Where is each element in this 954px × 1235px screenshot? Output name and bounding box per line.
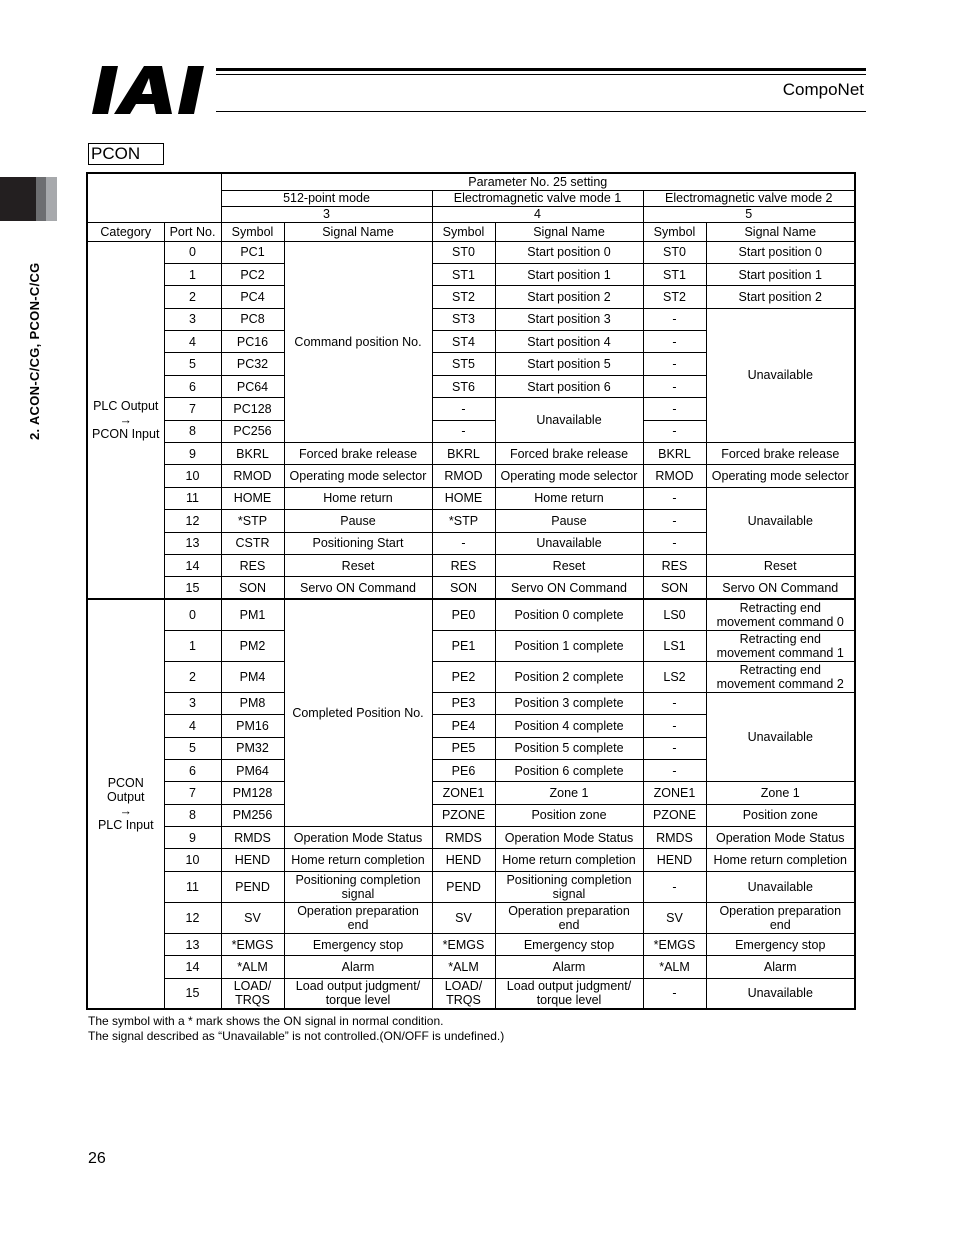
port-cell: 14 <box>164 554 221 576</box>
port-cell: 0 <box>164 599 221 630</box>
signal-name-cell: Zone 1 <box>706 782 855 804</box>
category-cell <box>87 599 164 1009</box>
table-row <box>87 871 855 902</box>
signal-name-cell: Home return completion <box>495 849 643 871</box>
symbol-cell: PM4 <box>221 661 284 692</box>
symbol-cell: *EMGS <box>432 933 495 955</box>
cell-line: end <box>769 917 791 932</box>
port-cell: 8 <box>164 420 221 442</box>
symbol-cell: PM64 <box>221 759 284 781</box>
signal-name-cell <box>495 978 643 1009</box>
symbol-cell: CSTR <box>221 532 284 554</box>
port-cell: 15 <box>164 978 221 1009</box>
symbol-cell: PE5 <box>432 737 495 759</box>
table-row <box>87 692 855 714</box>
symbol-cell: ST0 <box>432 241 495 263</box>
cell-line: signal <box>552 886 586 901</box>
signal-name-cell: Operating mode selector <box>495 465 643 487</box>
symbol-cell: ZONE1 <box>432 782 495 804</box>
signal-name-cell: Start position 3 <box>495 308 643 330</box>
column-header: Category <box>87 222 164 241</box>
symbol-cell: RES <box>432 554 495 576</box>
table-row <box>87 308 855 330</box>
table-notes <box>88 1014 504 1044</box>
symbol-cell: RMOD <box>432 465 495 487</box>
port-cell: 5 <box>164 353 221 375</box>
symbol-cell: - <box>643 737 706 759</box>
chapter-side-label: 2. ACON-C/CG, PCON-C/CG <box>27 262 42 440</box>
symbol-cell: RES <box>643 554 706 576</box>
signal-name-cell: Reset <box>706 554 855 576</box>
cell-line: Load output judgment/ <box>295 979 421 994</box>
cell-line: movement command 2 <box>716 676 844 691</box>
symbol-cell: RMDS <box>221 827 284 849</box>
symbol-cell: - <box>643 532 706 554</box>
header-rule-bottom <box>216 111 866 112</box>
symbol-cell <box>221 978 284 1009</box>
port-cell: 11 <box>164 871 221 902</box>
table-row <box>87 849 855 871</box>
iai-logo <box>92 66 212 114</box>
port-cell: 1 <box>164 263 221 285</box>
symbol-cell: ZONE1 <box>643 782 706 804</box>
symbol-cell: PEND <box>432 871 495 902</box>
port-cell: 4 <box>164 715 221 737</box>
symbol-cell: PE3 <box>432 692 495 714</box>
symbol-cell: RES <box>221 554 284 576</box>
port-cell: 4 <box>164 331 221 353</box>
port-cell: 1 <box>164 630 221 661</box>
symbol-cell: PC8 <box>221 308 284 330</box>
symbol-cell: LS0 <box>643 599 706 630</box>
symbol-cell: RMDS <box>643 827 706 849</box>
table-row <box>87 782 855 804</box>
symbol-cell: PC256 <box>221 420 284 442</box>
note-line: The symbol with a * mark shows the ON signal in normal condition. <box>88 1014 444 1028</box>
signal-name-cell: Operation Mode Status <box>284 827 432 849</box>
symbol-cell: - <box>643 308 706 330</box>
cell-line: end <box>347 917 369 932</box>
cell-line: Operation preparation <box>719 903 842 918</box>
symbol-cell: PE4 <box>432 715 495 737</box>
symbol-cell: - <box>432 420 495 442</box>
signal-name-cell: Pause <box>495 510 643 532</box>
chapter-tab <box>0 177 36 221</box>
signal-name-cell: Start position 5 <box>495 353 643 375</box>
symbol-cell: PZONE <box>432 804 495 826</box>
symbol-cell: - <box>643 871 706 902</box>
symbol-cell: PEND <box>221 871 284 902</box>
symbol-cell: PE0 <box>432 599 495 630</box>
signal-name-cell <box>284 978 432 1009</box>
chapter-tab-shade-light <box>46 177 57 221</box>
signal-name-cell: Position 3 complete <box>495 692 643 714</box>
mode-number: 3 <box>221 206 432 222</box>
table-row <box>87 465 855 487</box>
signal-name-cell <box>706 902 855 933</box>
symbol-cell: PE2 <box>432 661 495 692</box>
symbol-cell: - <box>643 510 706 532</box>
cell-line: torque level <box>536 993 602 1008</box>
cell-line: LOAD/ <box>444 979 483 994</box>
symbol-cell: *ALM <box>643 956 706 978</box>
table-row <box>87 902 855 933</box>
table-row <box>87 933 855 955</box>
symbol-cell: ST2 <box>432 286 495 308</box>
signal-name-cell: Position 4 complete <box>495 715 643 737</box>
header-rule-thick <box>216 68 866 71</box>
symbol-cell: ST5 <box>432 353 495 375</box>
port-cell: 8 <box>164 804 221 826</box>
symbol-cell: PM32 <box>221 737 284 759</box>
cell-line: LOAD/ <box>233 979 272 994</box>
cell-line: Retracting end <box>739 631 821 646</box>
header-blank-cell <box>87 173 221 222</box>
symbol-cell: - <box>432 398 495 420</box>
port-cell: 3 <box>164 308 221 330</box>
port-cell: 6 <box>164 759 221 781</box>
symbol-cell: PC4 <box>221 286 284 308</box>
signal-name-cell: Operation Mode Status <box>495 827 643 849</box>
chapter-tab-shade <box>36 177 46 221</box>
symbol-cell: PM256 <box>221 804 284 826</box>
signal-name-cell: Start position 6 <box>495 375 643 397</box>
cell-line: torque level <box>325 993 391 1008</box>
symbol-cell: PZONE <box>643 804 706 826</box>
symbol-cell: *ALM <box>221 956 284 978</box>
symbol-cell: SON <box>643 577 706 599</box>
symbol-cell: RMOD <box>221 465 284 487</box>
symbol-cell: PM16 <box>221 715 284 737</box>
signal-name-cell: Start position 0 <box>495 241 643 263</box>
symbol-cell: *EMGS <box>221 933 284 955</box>
symbol-cell: HEND <box>221 849 284 871</box>
signal-name-cell: Emergency stop <box>284 933 432 955</box>
cell-line: Load output judgment/ <box>506 979 632 994</box>
symbol-cell: PE6 <box>432 759 495 781</box>
port-cell: 9 <box>164 827 221 849</box>
column-header: Symbol <box>221 222 284 241</box>
symbol-cell: PM8 <box>221 692 284 714</box>
signal-name-cell: Forced brake release <box>706 443 855 465</box>
symbol-cell: BKRL <box>221 443 284 465</box>
signal-name-cell: Position 1 complete <box>495 630 643 661</box>
symbol-cell: ST3 <box>432 308 495 330</box>
mode-name: Electromagnetic valve mode 2 <box>643 190 855 206</box>
table-row <box>87 443 855 465</box>
symbol-cell: PM128 <box>221 782 284 804</box>
symbol-cell: - <box>643 353 706 375</box>
signal-name-cell <box>495 871 643 902</box>
table-row <box>87 222 855 241</box>
cell-line: Operation preparation <box>297 903 419 918</box>
cell-line: movement command 1 <box>716 645 844 660</box>
symbol-cell: *ALM <box>432 956 495 978</box>
signal-name-cell: Home return <box>495 487 643 509</box>
section-title: CompoNet <box>782 80 864 99</box>
symbol-cell: PE1 <box>432 630 495 661</box>
signal-name-cell: Start position 1 <box>706 263 855 285</box>
port-cell: 6 <box>164 375 221 397</box>
symbol-cell: LS2 <box>643 661 706 692</box>
signal-name-cell: Forced brake release <box>284 443 432 465</box>
signal-name-cell: Unavailable <box>706 978 855 1009</box>
signal-name-cell: Position zone <box>706 804 855 826</box>
signal-name-cell: Unavailable <box>706 487 855 554</box>
signal-name-cell <box>706 599 855 630</box>
symbol-cell: - <box>432 532 495 554</box>
symbol-cell: HOME <box>432 487 495 509</box>
signal-name-cell: Alarm <box>706 956 855 978</box>
signal-name-cell: Unavailable <box>495 398 643 443</box>
signal-name-cell: Positioning Start <box>284 532 432 554</box>
symbol-cell: PC64 <box>221 375 284 397</box>
port-cell: 2 <box>164 661 221 692</box>
signal-name-cell: Start position 1 <box>495 263 643 285</box>
signal-name-cell: Unavailable <box>706 871 855 902</box>
column-header: Signal Name <box>495 222 643 241</box>
symbol-cell: - <box>643 375 706 397</box>
symbol-cell <box>432 978 495 1009</box>
mode-name: Electromagnetic valve mode 1 <box>432 190 643 206</box>
signal-name-cell: Servo ON Command <box>495 577 643 599</box>
symbol-cell: HEND <box>432 849 495 871</box>
table-row <box>87 173 855 190</box>
table-row <box>87 487 855 509</box>
cell-line: movement command 0 <box>716 615 844 629</box>
signal-name-cell: Completed Position No. <box>284 599 432 826</box>
signal-name-cell: Servo ON Command <box>706 577 855 599</box>
table-row <box>87 599 855 630</box>
table-row <box>87 577 855 599</box>
signal-name-cell <box>495 902 643 933</box>
symbol-cell: LS1 <box>643 630 706 661</box>
port-cell: 9 <box>164 443 221 465</box>
signal-name-cell: Unavailable <box>706 692 855 782</box>
mode-number: 4 <box>432 206 643 222</box>
symbol-cell: - <box>643 487 706 509</box>
symbol-cell: PC2 <box>221 263 284 285</box>
signal-name-cell: Alarm <box>284 956 432 978</box>
symbol-cell: ST1 <box>643 263 706 285</box>
symbol-cell: HOME <box>221 487 284 509</box>
cell-line: TRQS <box>235 993 270 1008</box>
port-cell: 12 <box>164 902 221 933</box>
table-row <box>87 956 855 978</box>
signal-name-cell: Reset <box>495 554 643 576</box>
signal-name-cell: Operating mode selector <box>706 465 855 487</box>
page-number: 26 <box>88 1150 106 1167</box>
symbol-cell: *STP <box>432 510 495 532</box>
signal-name-cell <box>706 661 855 692</box>
signal-name-cell: Emergency stop <box>706 933 855 955</box>
table-row <box>87 978 855 1009</box>
signal-assignment-table <box>86 172 856 1010</box>
signal-name-cell <box>284 871 432 902</box>
signal-name-cell: Position 0 complete <box>495 599 643 630</box>
symbol-cell: BKRL <box>643 443 706 465</box>
cell-line: PCON Output <box>106 776 145 805</box>
port-cell: 13 <box>164 933 221 955</box>
symbol-cell: *STP <box>221 510 284 532</box>
symbol-cell: - <box>643 420 706 442</box>
column-header: Symbol <box>432 222 495 241</box>
port-cell: 2 <box>164 286 221 308</box>
signal-name-cell: Zone 1 <box>495 782 643 804</box>
symbol-cell: BKRL <box>432 443 495 465</box>
signal-name-cell: Start position 2 <box>495 286 643 308</box>
symbol-cell: SON <box>432 577 495 599</box>
cell-line: PCON Input <box>92 426 160 441</box>
column-header: Signal Name <box>284 222 432 241</box>
symbol-cell: ST6 <box>432 375 495 397</box>
signal-name-cell <box>706 630 855 661</box>
signal-name-cell: Reset <box>284 554 432 576</box>
cell-line: Retracting end <box>739 601 821 615</box>
cell-line: TRQS <box>446 993 481 1008</box>
signal-name-cell: Pause <box>284 510 432 532</box>
cell-line: signal <box>341 886 375 901</box>
signal-name-cell: Position 5 complete <box>495 737 643 759</box>
symbol-cell: ST0 <box>643 241 706 263</box>
port-cell: 15 <box>164 577 221 599</box>
port-cell: 10 <box>164 849 221 871</box>
cell-line: Operation preparation <box>508 903 630 918</box>
signal-name-cell: Position 2 complete <box>495 661 643 692</box>
cell-line: → <box>119 412 132 427</box>
symbol-cell: ST2 <box>643 286 706 308</box>
symbol-cell: - <box>643 715 706 737</box>
symbol-cell: - <box>643 978 706 1009</box>
signal-name-cell: Position zone <box>495 804 643 826</box>
port-cell: 14 <box>164 956 221 978</box>
column-header: Symbol <box>643 222 706 241</box>
signal-name-cell: Operation Mode Status <box>706 827 855 849</box>
port-cell: 11 <box>164 487 221 509</box>
signal-name-cell: Alarm <box>495 956 643 978</box>
symbol-cell: ST4 <box>432 331 495 353</box>
symbol-cell: RMOD <box>643 465 706 487</box>
port-cell: 3 <box>164 692 221 714</box>
table-row <box>87 263 855 285</box>
table-row <box>87 554 855 576</box>
table-row <box>87 286 855 308</box>
symbol-cell: PC128 <box>221 398 284 420</box>
model-label: PCON <box>88 143 164 165</box>
symbol-cell: - <box>643 692 706 714</box>
signal-name-cell: Unavailable <box>495 532 643 554</box>
column-header: Signal Name <box>706 222 855 241</box>
port-cell: 13 <box>164 532 221 554</box>
mode-number: 5 <box>643 206 855 222</box>
cell-line: PLC Input <box>97 818 154 833</box>
cell-line: Positioning completion <box>506 872 632 887</box>
port-cell: 7 <box>164 398 221 420</box>
category-cell <box>87 241 164 599</box>
param-header: Parameter No. 25 setting <box>221 173 855 190</box>
signal-name-cell: Start position 2 <box>706 286 855 308</box>
table-row <box>87 630 855 661</box>
port-cell: 10 <box>164 465 221 487</box>
column-header: Port No. <box>164 222 221 241</box>
port-cell: 7 <box>164 782 221 804</box>
signal-name-cell: Home return completion <box>284 849 432 871</box>
symbol-cell: *EMGS <box>643 933 706 955</box>
cell-line: Positioning completion <box>295 872 421 887</box>
signal-name-cell <box>284 902 432 933</box>
signal-name-cell: Home return completion <box>706 849 855 871</box>
signal-name-cell: Forced brake release <box>495 443 643 465</box>
table-row <box>87 804 855 826</box>
cell-line: end <box>558 917 580 932</box>
symbol-cell: - <box>643 398 706 420</box>
symbol-cell: PC32 <box>221 353 284 375</box>
signal-name-cell: Operating mode selector <box>284 465 432 487</box>
symbol-cell: HEND <box>643 849 706 871</box>
cell-line: Retracting end <box>739 662 821 677</box>
table-row <box>87 241 855 263</box>
signal-name-cell: Home return <box>284 487 432 509</box>
symbol-cell: - <box>643 759 706 781</box>
symbol-cell: SV <box>432 902 495 933</box>
note-line: The signal described as “Unavailable” is not controlled.(ON/OFF is undefined.) <box>88 1029 505 1043</box>
table-row <box>87 661 855 692</box>
header-rule-thin <box>216 74 866 75</box>
signal-name-cell: Unavailable <box>706 308 855 442</box>
mode-name: 512-point mode <box>221 190 432 206</box>
table-row <box>87 827 855 849</box>
signal-name-cell: Emergency stop <box>495 933 643 955</box>
port-cell: 5 <box>164 737 221 759</box>
cell-line: PLC Output <box>93 398 159 413</box>
port-cell: 0 <box>164 241 221 263</box>
signal-name-cell: Start position 4 <box>495 331 643 353</box>
symbol-cell: SV <box>221 902 284 933</box>
cell-line: → <box>119 804 132 819</box>
signal-name-cell: Servo ON Command <box>284 577 432 599</box>
symbol-cell: PM2 <box>221 630 284 661</box>
symbol-cell: ST1 <box>432 263 495 285</box>
symbol-cell: RMDS <box>432 827 495 849</box>
signal-name-cell: Command position No. <box>284 241 432 443</box>
symbol-cell: PC16 <box>221 331 284 353</box>
port-cell: 12 <box>164 510 221 532</box>
signal-name-cell: Start position 0 <box>706 241 855 263</box>
symbol-cell: - <box>643 331 706 353</box>
signal-name-cell: Position 6 complete <box>495 759 643 781</box>
symbol-cell: SON <box>221 577 284 599</box>
symbol-cell: PC1 <box>221 241 284 263</box>
symbol-cell: PM1 <box>221 599 284 630</box>
symbol-cell: SV <box>643 902 706 933</box>
